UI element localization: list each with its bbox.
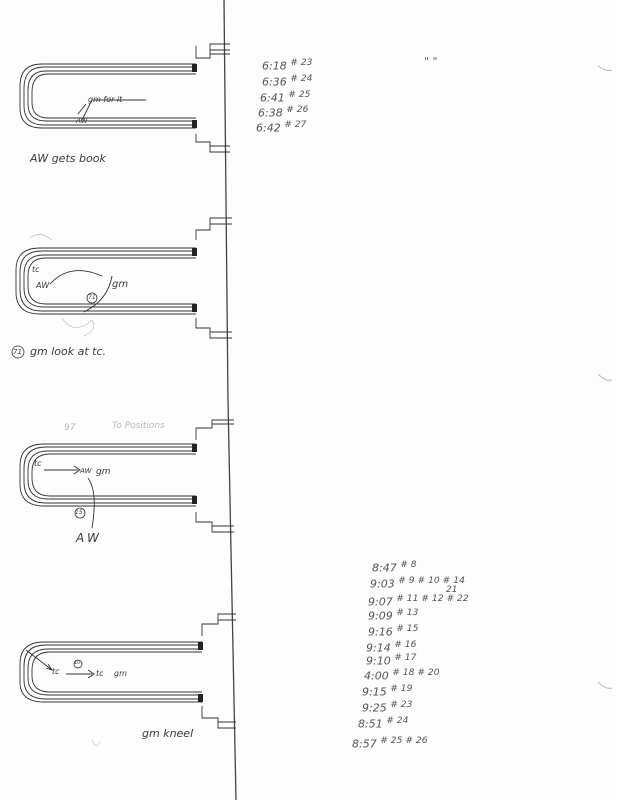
diagram-2-label-aw: AW: [36, 281, 50, 290]
timestamp-entry: [262, 58, 312, 72]
timestamp-number: # 8: [400, 559, 417, 570]
timestamp-entry: [262, 74, 312, 88]
timestamp-time: 6:38: [258, 106, 283, 120]
diagram-1-label-aw: AW: [76, 117, 88, 125]
diagram-1-label-gm: gm for it: [88, 95, 123, 104]
timestamp-number: # 11 # 12 # 22: [396, 593, 469, 604]
timestamp-time: 9:07: [368, 595, 393, 609]
timestamp-number: # 25 # 26: [380, 735, 428, 746]
diagram-4-label-gm: gm: [114, 669, 127, 678]
timestamp-number: # 23: [390, 699, 413, 710]
timestamp-number: # 25: [288, 89, 311, 100]
timestamp-entry: [352, 736, 428, 750]
diagram-3-header-note: To Positions: [112, 421, 165, 431]
timestamp-time: 6:18: [262, 59, 287, 73]
timestamp-entry: [372, 560, 417, 574]
diagram-4-caption: gm kneel: [142, 727, 194, 740]
timestamp-entry: [368, 624, 418, 638]
timestamp-number: # 15: [396, 623, 419, 634]
diagram-2-label-71: 71: [88, 294, 96, 301]
timestamp-time: 9:10: [366, 654, 391, 668]
timestamp-number: # 9 # 10 # 14: [398, 575, 465, 586]
timestamp-entry: [260, 90, 310, 104]
timestamp-number: # 23: [290, 57, 313, 68]
diagram-2-label-gm: gm: [112, 279, 129, 290]
timestamp-entry: [358, 716, 408, 730]
diagram-2-label-tc: tc: [32, 265, 40, 274]
timestamp-time: 6:36: [262, 75, 287, 89]
ditto-marks: " ": [424, 55, 438, 68]
timestamp-time: 8:47: [372, 561, 397, 575]
timestamp-time: 6:41: [260, 91, 285, 105]
timestamp-time: 4:00: [364, 669, 389, 683]
timestamp-time: 8:57: [352, 737, 377, 751]
timestamp-number: # 16: [394, 639, 417, 650]
diagram-3-label-aw: AW: [80, 467, 92, 475]
diagram-3-label-gm: gm: [96, 467, 111, 477]
diagram-2-caption: gm look at tc.: [30, 345, 106, 358]
timestamp-entry: [256, 120, 306, 134]
timestamp-entry: [362, 700, 412, 714]
diagram-4-label-tc-right: tc: [96, 669, 104, 678]
timestamp-number: # 24: [386, 715, 409, 726]
timestamp-time: 9:09: [368, 609, 393, 623]
timestamp-number: # 13: [396, 607, 419, 618]
timestamp-number: # 26: [286, 104, 309, 115]
diagram-1-caption: AW gets book: [30, 152, 106, 165]
timestamp-time: 9:25: [362, 701, 387, 715]
timestamp-entry: [364, 668, 440, 682]
timestamp-entry: [368, 608, 418, 622]
timestamp-number: # 24: [290, 73, 313, 84]
diagram-2-caption-marker: 71: [13, 348, 22, 356]
timestamp-time: 9:03: [370, 577, 395, 591]
timestamp-number: # 27: [284, 119, 307, 130]
diagram-4-label-tc-left: tc: [52, 667, 60, 676]
timestamp-time: 8:51: [358, 717, 383, 731]
timestamp-entry: [362, 684, 412, 698]
timestamp-time: 9:16: [368, 625, 393, 639]
timestamp-number: # 17: [394, 652, 417, 663]
timestamp-entry: [366, 653, 416, 667]
timestamp-time: 6:42: [256, 121, 281, 135]
timestamp-number: # 18 # 20: [392, 667, 440, 678]
timestamp-entry: [368, 594, 469, 608]
timestamp-time: 9:14: [366, 641, 391, 655]
timestamp-number: 21: [446, 585, 458, 595]
diagram-4-label-10: 10: [74, 660, 81, 666]
diagram-3-caption: AW: [76, 531, 102, 545]
timestamp-entry: [258, 105, 308, 119]
timestamp-number: # 19: [390, 683, 413, 694]
diagram-3-label-15: 15: [75, 509, 83, 516]
diagram-3-header-number: 97: [64, 423, 76, 433]
diagram-3-label-tc: tc: [34, 459, 42, 468]
timestamp-time: 9:15: [362, 685, 387, 699]
